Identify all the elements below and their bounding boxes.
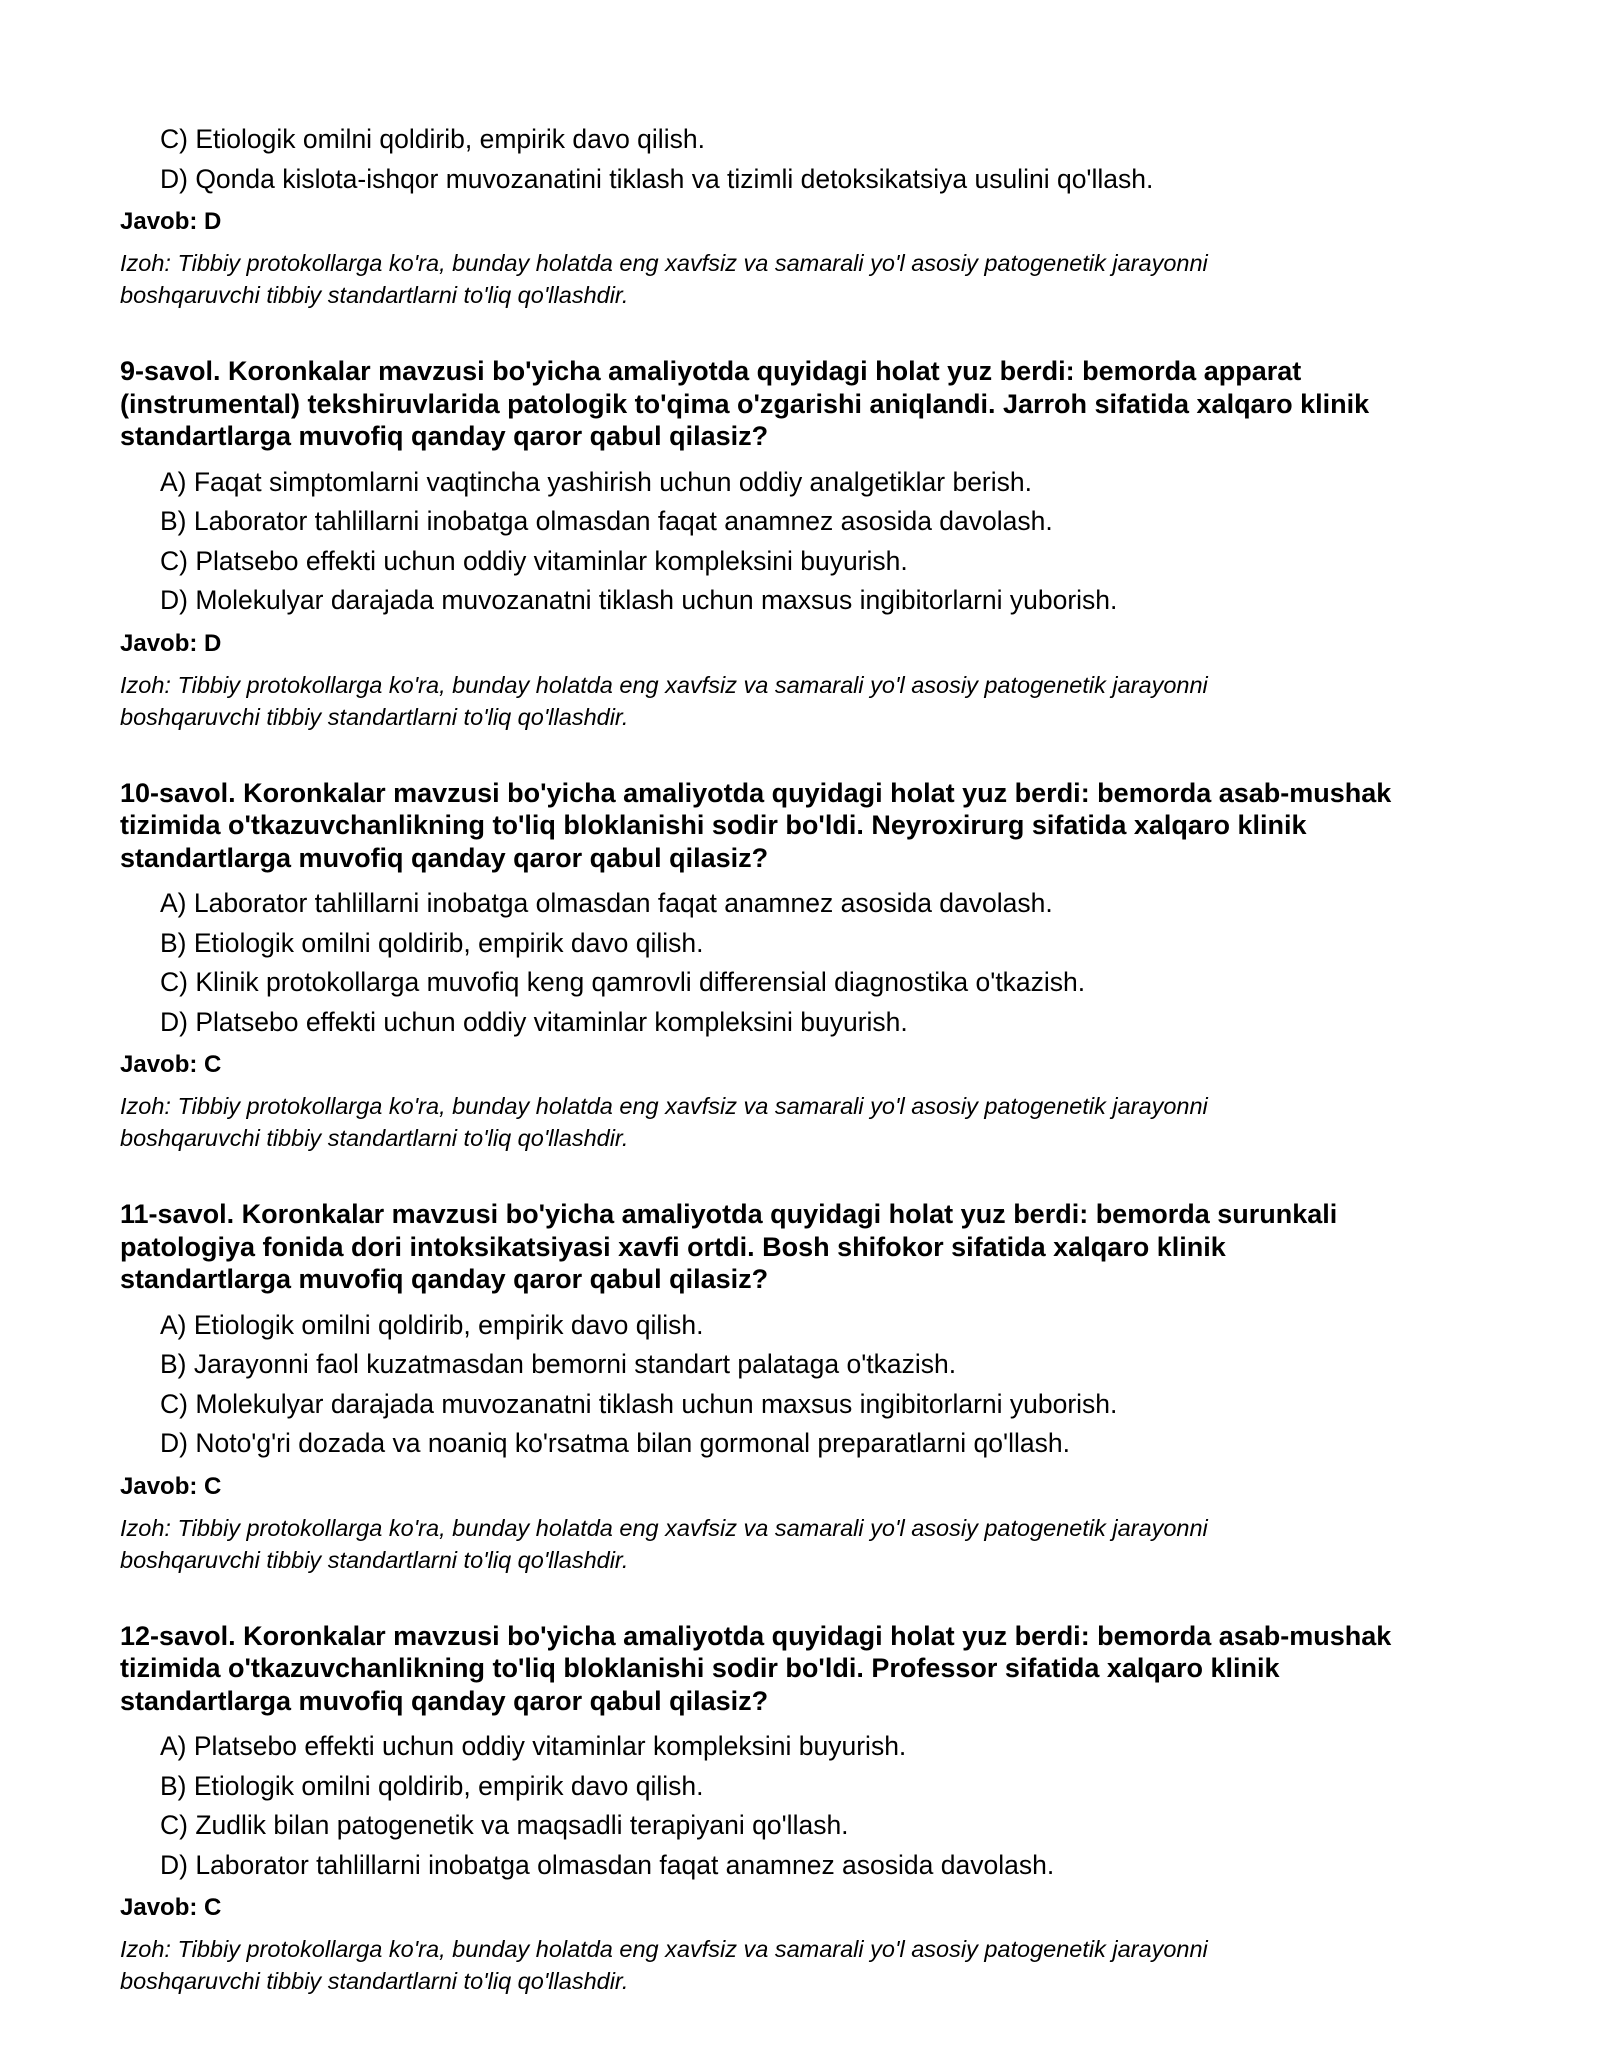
question-line-2: tizimida o'tkazuvchanlikning to'liq bloklanishi sodir bo'ldi. Professor sifatida xalqaro klinik bbox=[120, 1653, 1280, 1683]
question-12 bbox=[120, 1620, 1500, 1998]
answer: Javob: C bbox=[120, 1472, 222, 1500]
question-line-1: 11-savol. Koronkalar mavzusi bo'yicha amaliyotda quyidagi holat yuz berdi: bemorda surunkali bbox=[120, 1199, 1338, 1229]
explanation-line-2: boshqaruvchi tibbiy standartlarni to'liq qo'llashdir. bbox=[120, 1968, 629, 1994]
option-c: C) Molekulyar darajada muvozanatni tiklash uchun maxsus ingibitorlarni yuborish. bbox=[160, 1388, 1118, 1419]
explanation-line-1: Izoh: Tibbiy protokollarga ko'ra, bunday holatda eng xavfsiz va samarali yo'l asosiy patogenetik jarayonni bbox=[120, 671, 1208, 698]
option-c: C) Klinik protokollarga muvofiq keng qamrovli differensial diagnostika o'tkazish. bbox=[160, 967, 1086, 997]
question-line-1: 12-savol. Koronkalar mavzusi bo'yicha amaliyotda quyidagi holat yuz berdi: bemorda asab-mushak bbox=[120, 1620, 1392, 1651]
option-b: B) Laborator tahlillarni inobatga olmasdan faqat anamnez asosida davolash. bbox=[160, 506, 1053, 536]
question-line-1: 9-savol. Koronkalar mavzusi bo'yicha amaliyotda quyidagi holat yuz berdi: bemorda apparat bbox=[120, 356, 1302, 386]
question-text bbox=[120, 355, 1500, 453]
explanation-line-2: boshqaruvchi tibbiy standartlarni to'liq qo'llashdir. bbox=[120, 1125, 629, 1151]
previous-question-continuation bbox=[120, 120, 1500, 311]
option-d: D) Molekulyar darajada muvozanatni tiklash uchun maxsus ingibitorlarni yuborish. bbox=[160, 585, 1118, 615]
option-a: A) Laborator tahlillarni inobatga olmasdan faqat anamnez asosida davolash. bbox=[160, 888, 1053, 918]
question-line-3: standartlarga muvofiq qanday qaror qabul qilasiz? bbox=[120, 1685, 769, 1716]
explanation bbox=[120, 247, 1500, 311]
question-line-3: standartlarga muvofiq qanday qaror qabul qilasiz? bbox=[120, 1264, 769, 1294]
option-b: B) Etiologik omilni qoldirib, empirik davo qilish. bbox=[160, 927, 704, 958]
explanation bbox=[120, 1512, 1500, 1576]
answer: Javob: D bbox=[120, 629, 222, 657]
question-line-1: 10-savol. Koronkalar mavzusi bo'yicha amaliyotda quyidagi holat yuz berdi: bemorda asab-mushak bbox=[120, 777, 1392, 808]
answer: Javob: C bbox=[120, 1894, 222, 1921]
question-text bbox=[120, 1620, 1500, 1718]
option-d: D) Laborator tahlillarni inobatga olmasdan faqat anamnez asosida davolash. bbox=[160, 1849, 1055, 1880]
option-d: D) Noto'g'ri dozada va noaniq ko'rsatma bilan gormonal preparatlarni qo'llash. bbox=[160, 1428, 1070, 1458]
question-10 bbox=[120, 777, 1500, 1155]
answer: Javob: C bbox=[120, 1051, 222, 1078]
explanation bbox=[120, 1933, 1500, 1997]
explanation bbox=[120, 669, 1500, 733]
question-text bbox=[120, 777, 1500, 875]
explanation-line-2: boshqaruvchi tibbiy standartlarni to'liq qo'llashdir. bbox=[120, 282, 629, 308]
explanation bbox=[120, 1090, 1500, 1154]
answer: Javob: D bbox=[120, 208, 222, 235]
explanation-line-1: Izoh: Tibbiy protokollarga ko'ra, bunday holatda eng xavfsiz va samarali yo'l asosiy patogenetik jarayonni bbox=[120, 1936, 1208, 1962]
explanation-line-1: Izoh: Tibbiy protokollarga ko'ra, bunday holatda eng xavfsiz va samarali yo'l asosiy patogenetik jarayonni bbox=[120, 1093, 1208, 1119]
option-a: A) Faqat simptomlarni vaqtincha yashirish uchun oddiy analgetiklar berish. bbox=[160, 466, 1032, 497]
explanation-line-2: boshqaruvchi tibbiy standartlarni to'liq qo'llashdir. bbox=[120, 1546, 629, 1573]
explanation-line-1: Izoh: Tibbiy protokollarga ko'ra, bunday holatda eng xavfsiz va samarali yo'l asosiy patogenetik jarayonni bbox=[120, 1514, 1208, 1541]
question-11 bbox=[120, 1198, 1500, 1576]
explanation-line-1: Izoh: Tibbiy protokollarga ko'ra, bunday holatda eng xavfsiz va samarali yo'l asosiy patogenetik jarayonni bbox=[120, 250, 1208, 276]
option-b: B) Etiologik omilni qoldirib, empirik davo qilish. bbox=[160, 1770, 704, 1801]
question-line-2: patologiya fonida dori intoksikatsiyasi xavfi ortdi. Bosh shifokor sifatida xalqaro klinik bbox=[120, 1231, 1226, 1262]
option-a: A) Platsebo effekti uchun oddiy vitaminlar kompleksini buyurish. bbox=[160, 1731, 907, 1761]
option-c: C) Etiologik omilni qoldirib, empirik davo qilish. bbox=[160, 124, 705, 154]
option-d: D) Qonda kislota-ishqor muvozanatini tiklash va tizimli detoksikatsiya usulini qo'llash. bbox=[160, 163, 1154, 194]
option-c: C) Zudlik bilan patogenetik va maqsadli terapiyani qo'llash. bbox=[160, 1810, 849, 1840]
document-page bbox=[120, 120, 1500, 1997]
option-d: D) Platsebo effekti uchun oddiy vitaminlar kompleksini buyurish. bbox=[160, 1006, 908, 1037]
question-line-2: (instrumental) tekshiruvlarida patologik to'qima o'zgarishi aniqlandi. Jarroh sifatida xalqaro klinik bbox=[120, 388, 1370, 419]
question-text bbox=[120, 1198, 1500, 1296]
option-b: B) Jarayonni faol kuzatmasdan bemorni standart palataga o'tkazish. bbox=[160, 1349, 957, 1379]
explanation-line-2: boshqaruvchi tibbiy standartlarni to'liq qo'llashdir. bbox=[120, 703, 629, 730]
question-line-3: standartlarga muvofiq qanday qaror qabul qilasiz? bbox=[120, 842, 769, 873]
option-a: A) Etiologik omilni qoldirib, empirik davo qilish. bbox=[160, 1309, 704, 1340]
option-c: C) Platsebo effekti uchun oddiy vitaminlar kompleksini buyurish. bbox=[160, 545, 908, 576]
question-line-2: tizimida o'tkazuvchanlikning to'liq bloklanishi sodir bo'ldi. Neyroxirurg sifatida xalqaro klinik bbox=[120, 810, 1307, 840]
question-line-3: standartlarga muvofiq qanday qaror qabul qilasiz? bbox=[120, 421, 769, 451]
question-9 bbox=[120, 355, 1500, 733]
